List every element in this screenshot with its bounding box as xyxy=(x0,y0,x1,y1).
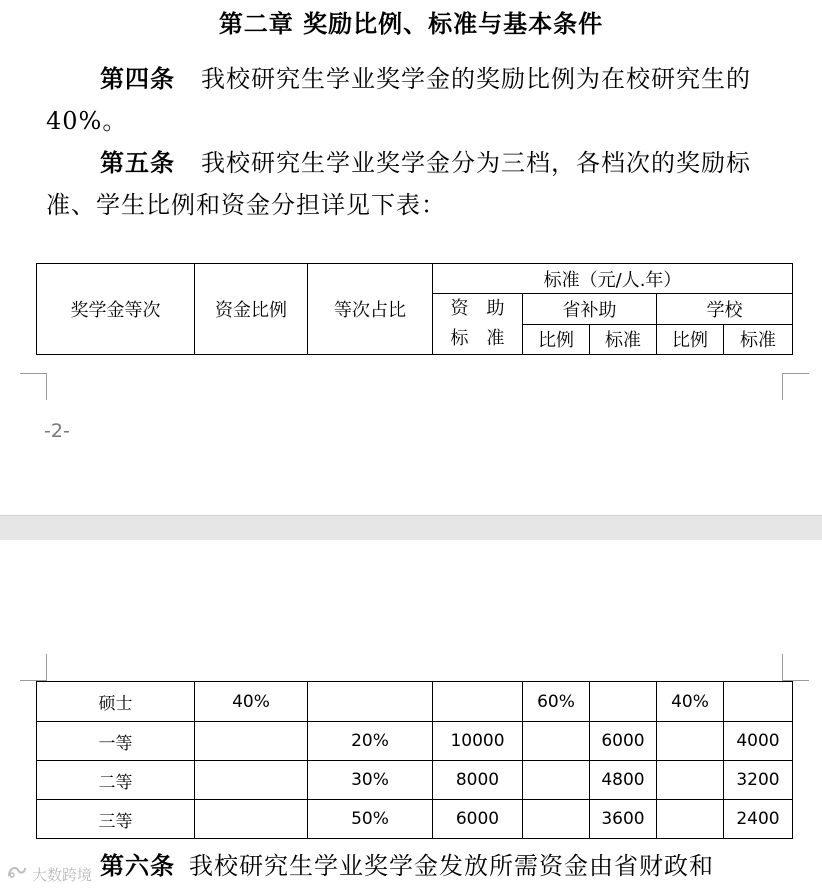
cell-aid-standard xyxy=(433,682,523,722)
cell-aid-standard: 8000 xyxy=(433,761,523,800)
header-province-standard: 标准 xyxy=(590,324,657,355)
cell-province-standard: 4800 xyxy=(590,761,657,800)
cell-fund-ratio: 40% xyxy=(195,682,308,722)
header-level: 奖学金等次 xyxy=(37,264,195,355)
cell-province-ratio xyxy=(523,761,590,800)
scholarship-table-header xyxy=(36,263,793,355)
cell-school-standard xyxy=(724,682,793,722)
crop-mark-bottom-right xyxy=(782,654,809,681)
cell-fund-ratio xyxy=(195,722,308,761)
cell-grade-ratio: 50% xyxy=(308,800,433,839)
article-5-text: 我校研究生学业奖学金分为三档，各档次的奖励标准、学生比例和资金分担详见下表： xyxy=(46,149,751,219)
cell-province-ratio xyxy=(523,722,590,761)
article-4-text: 我校研究生学业奖学金的奖励比例为在校研究生的 40%。 xyxy=(46,65,751,135)
header-school-ratio: 比例 xyxy=(657,324,724,355)
cell-school-standard: 2400 xyxy=(724,800,793,839)
crop-mark-top-left xyxy=(20,373,47,400)
header-school: 学校 xyxy=(657,294,793,325)
table-row xyxy=(37,722,793,761)
header-aid-line1: 资 助 xyxy=(450,298,505,319)
watermark-logo-icon xyxy=(6,864,28,884)
cell-level: 二等 xyxy=(37,761,195,800)
article-6-paragraph xyxy=(100,845,822,887)
cell-school-ratio xyxy=(657,761,724,800)
cell-level: 硕士 xyxy=(37,682,195,722)
article-5-paragraph xyxy=(46,142,776,226)
watermark-text: 大数跨境 xyxy=(32,866,93,884)
cell-province-standard xyxy=(590,682,657,722)
cell-province-ratio xyxy=(523,800,590,839)
cell-grade-ratio: 20% xyxy=(308,722,433,761)
cell-grade-ratio xyxy=(308,682,433,722)
cell-grade-ratio: 30% xyxy=(308,761,433,800)
header-grade-ratio: 等次占比 xyxy=(308,264,433,355)
table-row xyxy=(37,800,793,839)
header-standard-group: 标准（元/人.年） xyxy=(433,264,793,294)
cell-aid-standard: 10000 xyxy=(433,722,523,761)
article-6-label: 第六条 xyxy=(100,851,175,880)
table-row xyxy=(37,682,793,722)
cell-fund-ratio xyxy=(195,800,308,839)
cell-aid-standard: 6000 xyxy=(433,800,523,839)
cell-province-standard: 3600 xyxy=(590,800,657,839)
cell-school-ratio xyxy=(657,800,724,839)
header-fund-ratio: 资金比例 xyxy=(195,264,308,355)
table-row xyxy=(37,761,793,800)
cell-school-ratio: 40% xyxy=(657,682,724,722)
article-5-label: 第五条 xyxy=(100,148,175,177)
chapter-title: 第二章 奖励比例、标准与基本条件 xyxy=(218,9,604,38)
cell-fund-ratio xyxy=(195,761,308,800)
header-school-standard: 标准 xyxy=(724,324,793,355)
cell-school-standard: 4000 xyxy=(724,722,793,761)
cell-school-ratio xyxy=(657,722,724,761)
crop-mark-top-right xyxy=(782,373,809,400)
article-6-text: 我校研究生学业奖学金发放所需资金由省财政和 xyxy=(189,852,714,880)
cell-province-standard: 6000 xyxy=(590,722,657,761)
cell-level: 三等 xyxy=(37,800,195,839)
article-4-label: 第四条 xyxy=(100,64,175,93)
cell-level: 一等 xyxy=(37,722,195,761)
page-number: -2- xyxy=(44,420,70,442)
header-aid-line2: 标 准 xyxy=(450,328,505,349)
header-province: 省补助 xyxy=(523,294,657,325)
cell-school-standard: 3200 xyxy=(724,761,793,800)
watermark xyxy=(6,864,92,885)
scholarship-table-body xyxy=(36,681,793,839)
cell-province-ratio: 60% xyxy=(523,682,590,722)
article-4-paragraph xyxy=(46,58,776,142)
header-aid-standard xyxy=(433,294,523,355)
page-break-gap xyxy=(0,515,822,541)
header-province-ratio: 比例 xyxy=(523,324,590,355)
crop-mark-bottom-left xyxy=(20,654,47,681)
